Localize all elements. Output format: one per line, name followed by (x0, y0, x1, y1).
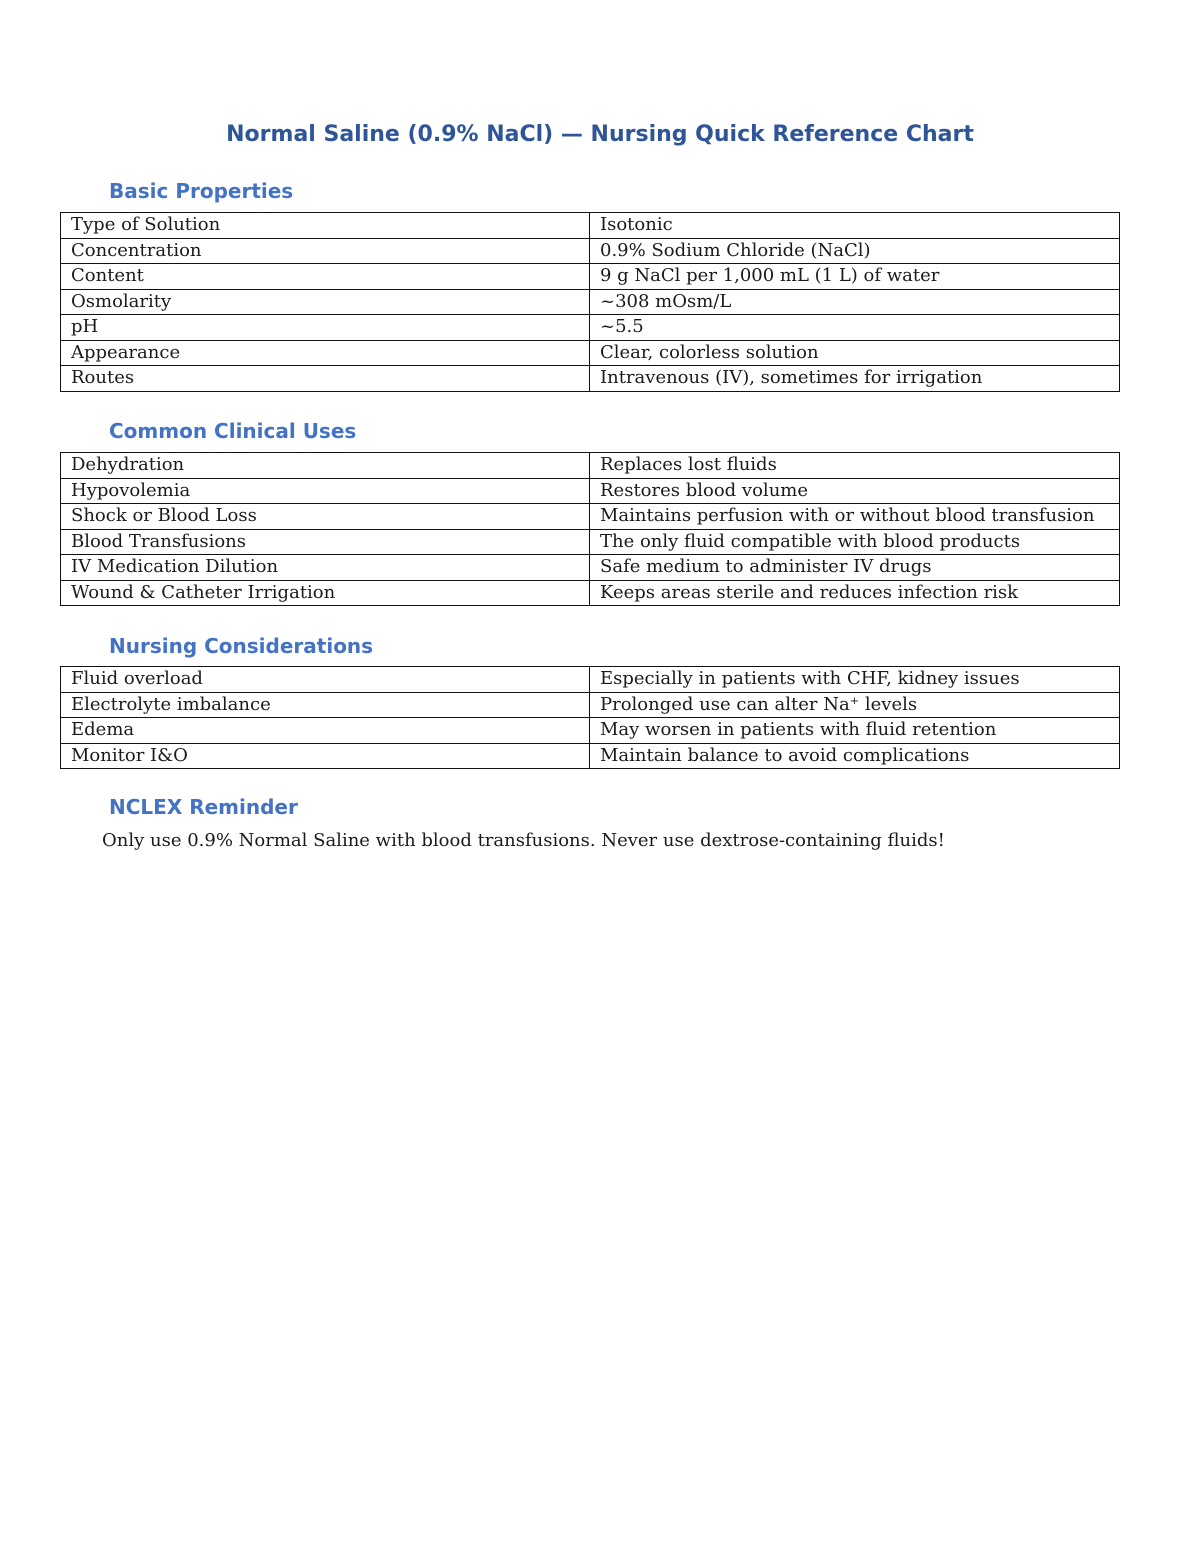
property-value: 9 g NaCl per 1,000 mL (1 L) of water (590, 264, 1120, 290)
table-row (61, 692, 1120, 718)
use-label: Blood Transfusions (61, 529, 590, 555)
consideration-description: Prolonged use can alter Na⁺ levels (590, 692, 1120, 718)
section-heading-basic-properties: Basic Properties (109, 179, 294, 203)
table-row (61, 289, 1120, 315)
use-label: Dehydration (61, 453, 590, 479)
use-description: Keeps areas sterile and reduces infection risk (590, 580, 1120, 606)
table-row (61, 504, 1120, 530)
section-heading-nursing-considerations: Nursing Considerations (109, 634, 374, 658)
consideration-label: Fluid overload (61, 667, 590, 693)
clinical-uses-table (60, 452, 1120, 606)
page-title: Normal Saline (0.9% NaCl) — Nursing Quick Reference Chart (226, 122, 974, 147)
consideration-label: Edema (61, 718, 590, 744)
property-value: 0.9% Sodium Chloride (NaCl) (590, 238, 1120, 264)
use-label: Hypovolemia (61, 478, 590, 504)
property-label: Concentration (61, 238, 590, 264)
table-row (61, 340, 1120, 366)
property-label: pH (61, 315, 590, 341)
table-row (61, 264, 1120, 290)
consideration-label: Electrolyte imbalance (61, 692, 590, 718)
table-row (61, 366, 1120, 392)
use-label: IV Medication Dilution (61, 555, 590, 581)
table-row (61, 555, 1120, 581)
property-value: ~308 mOsm/L (590, 289, 1120, 315)
table-row (61, 743, 1120, 769)
property-label: Osmolarity (61, 289, 590, 315)
use-label: Shock or Blood Loss (61, 504, 590, 530)
use-description: The only fluid compatible with blood products (590, 529, 1120, 555)
table-row (61, 667, 1120, 693)
consideration-description: Maintain balance to avoid complications (590, 743, 1120, 769)
use-description: Restores blood volume (590, 478, 1120, 504)
property-value: Clear, colorless solution (590, 340, 1120, 366)
consideration-label: Monitor I&O (61, 743, 590, 769)
use-description: Maintains perfusion with or without blood transfusion (590, 504, 1120, 530)
table-row (61, 453, 1120, 479)
section-heading-clinical-uses: Common Clinical Uses (109, 419, 357, 443)
consideration-description: May worsen in patients with fluid retention (590, 718, 1120, 744)
table-row (61, 580, 1120, 606)
section-heading-nclex-reminder: NCLEX Reminder (109, 795, 298, 819)
basic-properties-table (60, 212, 1120, 392)
table-row (61, 238, 1120, 264)
property-label: Routes (61, 366, 590, 392)
table-row (61, 718, 1120, 744)
nclex-reminder-text: Only use 0.9% Normal Saline with blood transfusions. Never use dextrose-containing fluids! (102, 830, 945, 851)
property-label: Type of Solution (61, 213, 590, 239)
property-label: Appearance (61, 340, 590, 366)
property-value: ~5.5 (590, 315, 1120, 341)
table-row (61, 478, 1120, 504)
use-description: Replaces lost fluids (590, 453, 1120, 479)
table-row (61, 213, 1120, 239)
table-row (61, 529, 1120, 555)
table-row (61, 315, 1120, 341)
consideration-description: Especially in patients with CHF, kidney issues (590, 667, 1120, 693)
property-value: Isotonic (590, 213, 1120, 239)
use-label: Wound & Catheter Irrigation (61, 580, 590, 606)
use-description: Safe medium to administer IV drugs (590, 555, 1120, 581)
property-label: Content (61, 264, 590, 290)
property-value: Intravenous (IV), sometimes for irrigation (590, 366, 1120, 392)
nursing-considerations-table (60, 666, 1120, 769)
